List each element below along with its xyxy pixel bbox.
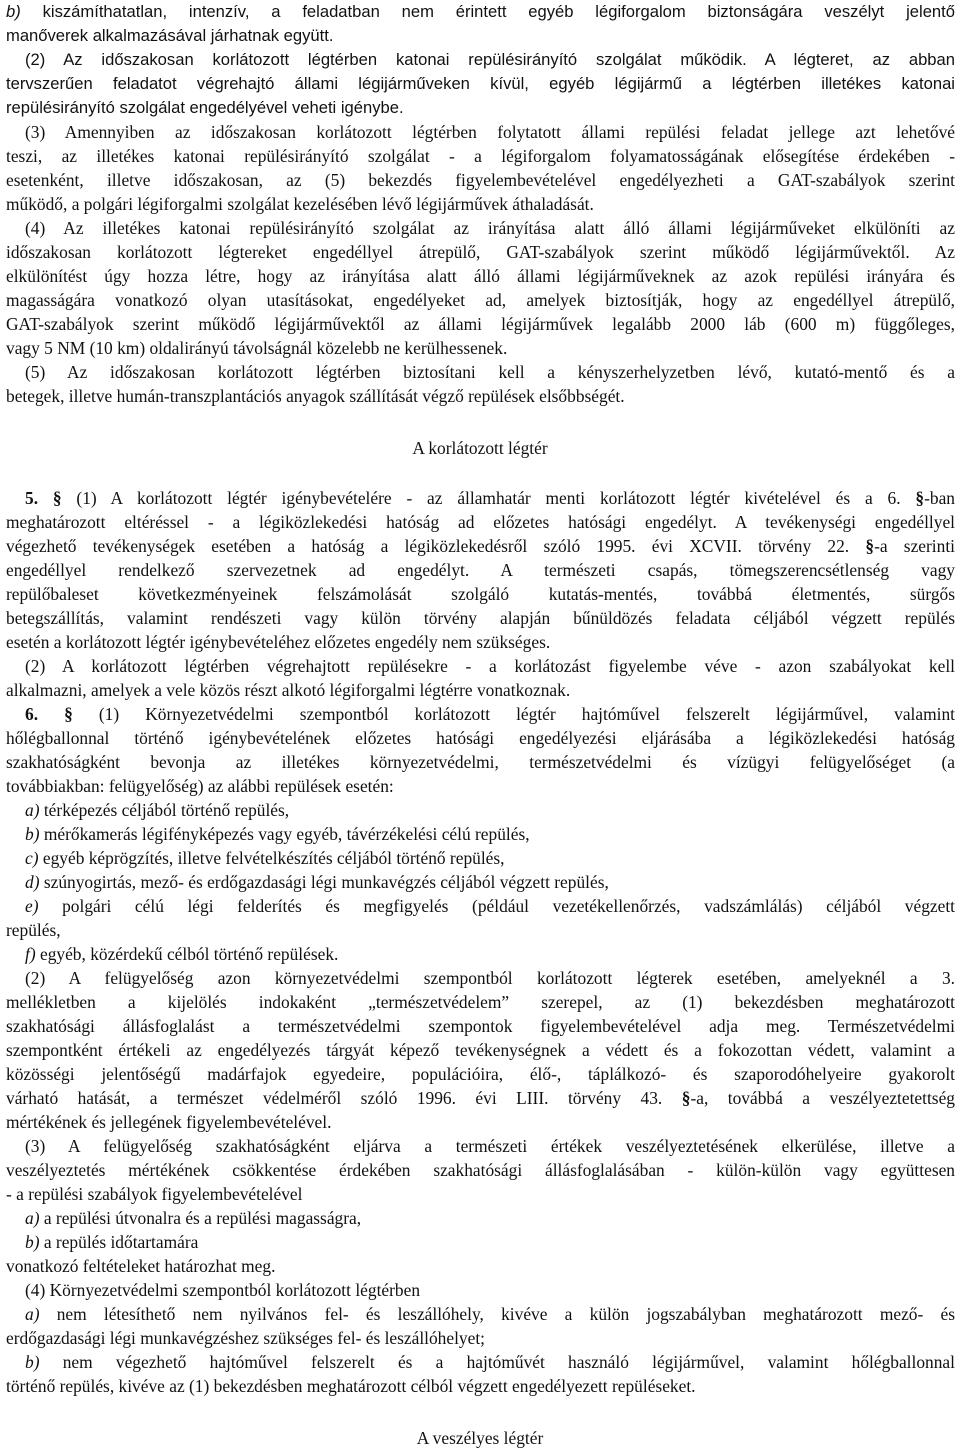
section-heading bbox=[0, 436, 960, 460]
text-span bbox=[38, 488, 53, 508]
text-line bbox=[6, 726, 955, 750]
text-line bbox=[6, 534, 955, 558]
text-line bbox=[6, 678, 955, 702]
text-line bbox=[6, 582, 955, 606]
text-span: elkülönítést úgy hozza létre, hogy az irányítása alatt álló állami légijárműveknek az azok repülési irányára és bbox=[6, 266, 955, 286]
text-span: kiszámíthatatlan, intenzív, a feladatban nem érintett egyéb légiforgalom biztonságára veszélyt jelentő bbox=[20, 2, 955, 21]
text-line bbox=[6, 1086, 955, 1110]
text-span: repülésirányító szolgálat engedélyével veheti igénybe. bbox=[6, 98, 404, 117]
text-span: történő repülés, kivéve az (1) bekezdésben meghatározott célból végzett engedélyezett repüléseket. bbox=[6, 1376, 696, 1396]
text-span: vonatkozó feltételeket határozhat meg. bbox=[6, 1256, 276, 1276]
bold-marker: § bbox=[681, 1088, 691, 1108]
text-line bbox=[6, 96, 955, 120]
text-line bbox=[6, 0, 955, 24]
text-line bbox=[6, 72, 955, 96]
text-span: -a szerinti bbox=[874, 536, 955, 556]
text-line bbox=[6, 120, 955, 144]
text-span: magasságára vonatkozó olyan utasításokat, engedélyeket ad, amelyek biztosítják, hogy az engedéllyel átrepülő, bbox=[6, 290, 955, 310]
text-line bbox=[6, 654, 955, 678]
text-span: -ban bbox=[924, 488, 955, 508]
list-marker: a) bbox=[25, 800, 40, 820]
text-line bbox=[6, 750, 955, 774]
text-span: (2) A felügyelőség azon környezetvédelmi szempontból korlátozott légterek esetében, amelyeknél a 3. bbox=[25, 968, 955, 988]
text-line bbox=[6, 240, 955, 264]
text-span: szempontként értékeli az engedélyezés tárgyát képező tevékenységnek a védett és a fokozottan védett, valamint a bbox=[6, 1040, 955, 1060]
text-span: manőverek alkalmazásával járhatnak együtt. bbox=[6, 26, 334, 45]
text-line bbox=[6, 1182, 955, 1206]
text-span: polgári célú légi felderítés és megfigyelés (például vezetékellenőrzés, vadszámlálás) céljából végzett bbox=[38, 896, 955, 916]
list-marker: f) bbox=[25, 944, 36, 964]
text-span: A korlátozott légtér bbox=[412, 438, 548, 458]
text-span: mértékének és jellegének figyelembevételével. bbox=[6, 1112, 332, 1132]
section-heading bbox=[0, 1426, 960, 1450]
list-marker: b) bbox=[25, 1232, 40, 1252]
text-span: GAT-szabályok szerint működő légijárművektől az állami légijárművek legalább 2000 láb (600 m) függőleges, bbox=[6, 314, 955, 334]
text-span: szakhatósági állásfoglalást a természetvédelmi szempontok figyelembevételével adja meg. Természetvédelmi bbox=[6, 1016, 955, 1036]
bold-marker: 5. bbox=[25, 488, 39, 508]
text-span: (2) Az időszakosan korlátozott légtérben katonai repülésirányító szolgálat működik. bbox=[25, 50, 765, 69]
list-marker: b) bbox=[6, 2, 21, 21]
text-span: szakhatóságként bevonja az illetékes környezetvédelmi, természetvédelmi és vízügyi felügyelőséget (a bbox=[6, 752, 955, 772]
text-span: esetén a korlátozott légtér igénybevételéhez előzetes engedély nem szükséges. bbox=[6, 632, 551, 652]
text-line bbox=[6, 312, 955, 336]
bold-marker: 6. bbox=[25, 704, 39, 724]
bold-marker: § bbox=[865, 536, 875, 556]
text-span: repülőbaleset következményeinek felszámolását szolgáló kutatás-mentés, továbbá életmentés, sürgős bbox=[6, 584, 955, 604]
text-line bbox=[6, 822, 955, 846]
text-line bbox=[6, 1254, 955, 1278]
text-span: (3) Amennyiben az időszakosan korlátozott légtérben folytatott állami repülési feladat jellege azt lehetővé bbox=[25, 122, 955, 142]
text-line bbox=[6, 360, 955, 384]
text-span: a repülési útvonalra és a repülési magasságra, bbox=[39, 1208, 362, 1228]
bold-marker: § bbox=[64, 704, 73, 724]
list-marker: e) bbox=[25, 896, 39, 916]
text-span: mérőkamerás légifényképezés vagy egyéb, távérzékelési célú repülés, bbox=[39, 824, 530, 844]
text-line bbox=[6, 144, 955, 168]
text-line bbox=[6, 1230, 955, 1254]
text-span: (4) Környezetvédelmi szempontból korlátozott légtérben bbox=[25, 1280, 421, 1300]
text-span: várható hatását, a természet védelméről szóló 1996. évi LIII. törvény 43. bbox=[6, 1088, 682, 1108]
text-span: nem végezhető hajtóművel felszerelt és a hajtóművét használó légijárművel, valamint hőlégballonnal bbox=[39, 1352, 955, 1372]
text-line bbox=[6, 1158, 955, 1182]
list-marker: a) bbox=[25, 1208, 40, 1228]
text-span: erdőgazdasági légi munkavégzéshez szükséges fel- és leszállóhelyet; bbox=[6, 1328, 486, 1348]
text-line bbox=[6, 918, 955, 942]
text-line bbox=[6, 1038, 955, 1062]
text-line bbox=[6, 288, 955, 312]
text-span: egyéb képrögzítés, illetve felvételkészítés céljából történő repülés, bbox=[38, 848, 505, 868]
text-span: szúnyogirtás, mező- és erdőgazdasági légi munkavégzés céljából végzett repülés, bbox=[39, 872, 609, 892]
text-line bbox=[6, 264, 955, 288]
text-line bbox=[6, 216, 955, 240]
text-span: végezhető tevékenységek esetében a hatóság a légiközlekedésről szóló 1995. évi XCVII. törvény 22. bbox=[6, 536, 866, 556]
text-span: A légteret, az abban bbox=[764, 50, 955, 69]
text-span: teszi, az illetékes katonai repülésirányító szolgálat - a légiforgalom folyamatosságának elősegítése érdekében - bbox=[6, 146, 955, 166]
text-line bbox=[6, 1326, 955, 1350]
list-marker: c) bbox=[25, 848, 39, 868]
text-span: esetenként, illetve időszakosan, az (5) bekezdés figyelembevételével engedélyezheti a GAT-szabályok szerint bbox=[6, 170, 955, 190]
text-line bbox=[6, 942, 955, 966]
text-line bbox=[6, 990, 955, 1014]
text-line bbox=[6, 1374, 955, 1398]
text-span: továbbiakban: felügyelőség) az alábbi repülések esetén: bbox=[6, 776, 394, 796]
text-line bbox=[6, 384, 955, 408]
text-span: nem létesíthető nem nyilvános fel- és leszállóhely, kivéve a külön jogszabályban meghatározott mező- és bbox=[39, 1304, 955, 1324]
text-line bbox=[6, 1134, 955, 1158]
list-marker: a) bbox=[25, 1304, 40, 1324]
text-line bbox=[6, 774, 955, 798]
text-line bbox=[6, 168, 955, 192]
text-span: -a, továbbá a veszélyeztetettség bbox=[690, 1088, 955, 1108]
text-span: meghatározott eltéréssel - a légiközlekedési hatóság ad előzetes hatósági engedélyt. A tevékenységi engedéllyel bbox=[6, 512, 955, 532]
text-line bbox=[6, 1062, 955, 1086]
text-line bbox=[6, 486, 955, 510]
text-span: mellékletben a kijelölés indokaként „természetvédelem” szerepel, az (1) bekezdésben meghatározott bbox=[6, 992, 955, 1012]
text-span: repülés, bbox=[6, 920, 61, 940]
text-span: egyéb, közérdekű célból történő repülések. bbox=[35, 944, 339, 964]
text-span: (4) Az illetékes katonai repülésirányító szolgálat az irányítása alatt álló állami légijárműveket elkülöníti az bbox=[25, 218, 955, 238]
list-marker: b) bbox=[25, 1352, 40, 1372]
text-span: (3) A felügyelőség szakhatóságként eljárva a természeti értékek veszélyeztetésének elkerülése, illetve a bbox=[25, 1136, 955, 1156]
text-line bbox=[6, 48, 955, 72]
text-line bbox=[6, 1350, 955, 1374]
text-span: engedéllyel rendelkező szervezetnek ad engedélyt. A természeti csapás, tömegszerencsétlenség vagy bbox=[6, 560, 955, 580]
bold-marker: § bbox=[915, 488, 925, 508]
text-span: térképezés céljából történő repülés, bbox=[39, 800, 290, 820]
text-line bbox=[6, 606, 955, 630]
text-span: - a repülési szabályok figyelembevételével bbox=[6, 1184, 303, 1204]
text-span bbox=[38, 704, 64, 724]
text-span: közösségi jelentőségű madárfajok egyedeire, populációira, élő-, táplálkozó- és szaporodóhelyeire gyakorolt bbox=[6, 1064, 955, 1084]
text-line bbox=[6, 702, 955, 726]
text-line bbox=[6, 846, 955, 870]
text-line bbox=[6, 1110, 955, 1134]
text-span: alkalmazni, amelyek a vele közös részt alkotó légiforgalmi légtérre vonatkoznak. bbox=[6, 680, 571, 700]
text-line bbox=[6, 510, 955, 534]
text-line bbox=[6, 1014, 955, 1038]
text-line bbox=[6, 192, 955, 216]
text-line bbox=[6, 870, 955, 894]
text-span: A veszélyes légtér bbox=[416, 1428, 544, 1448]
text-span: (5) Az időszakosan korlátozott légtérben biztosítani kell a kényszerhelyzetben lévő, kutató-mentő és a bbox=[25, 362, 955, 382]
text-span: tervszerűen feladatot végrehajtó állami légijárműveken kívül, egyéb légijármű a légtérben illetékes katonai bbox=[6, 74, 955, 93]
text-span: (1) Környezetvédelmi szempontból korlátozott légtér hajtóművel felszerelt légijárművel, valamint bbox=[72, 704, 955, 724]
text-line bbox=[6, 894, 955, 918]
text-span: hőlégballonnal történő igénybevételének előzetes hatósági engedélyezési eljárásába a légiközlekedési hatóság bbox=[6, 728, 955, 748]
text-line bbox=[6, 558, 955, 582]
text-line bbox=[6, 966, 955, 990]
text-span: betegek, illetve humán-transzplantációs anyagok szállítását végző repülések elsőbbségét. bbox=[6, 386, 625, 406]
list-marker: d) bbox=[25, 872, 40, 892]
text-span: (2) A korlátozott légtérben végrehajtott repülésekre - a korlátozást figyelembe véve - azon szabályokat kell bbox=[25, 656, 955, 676]
list-marker: b) bbox=[25, 824, 40, 844]
text-span: időszakosan korlátozott légtereket engedéllyel átrepülő, GAT-szabályok szerint működő légijárművektől. Az bbox=[6, 242, 955, 262]
text-span: működő, a polgári légiforgalmi szolgálat kezelésében lévő légijárművek áthaladását. bbox=[6, 194, 594, 214]
text-line bbox=[6, 24, 955, 48]
text-line bbox=[6, 1206, 955, 1230]
text-span: veszélyeztetés mértékének csökkentése érdekében szakhatósági állásfoglalásában - külön-külön vagy együttesen bbox=[6, 1160, 955, 1180]
text-span: a repülés időtartamára bbox=[39, 1232, 199, 1252]
text-span: betegszállítás, valamint rendészeti vagy külön törvény alapján bűnüldözés feladata céljából végzett repülés bbox=[6, 608, 955, 628]
bold-marker: § bbox=[52, 488, 62, 508]
text-line bbox=[6, 1302, 955, 1326]
text-line bbox=[6, 630, 955, 654]
text-line bbox=[6, 798, 955, 822]
text-line bbox=[6, 1278, 955, 1302]
text-span: vagy 5 NM (10 km) oldalirányú távolságnál közelebb ne kerülhessenek. bbox=[6, 338, 508, 358]
text-span: (1) A korlátozott légtér igénybevételére - az államhatár menti korlátozott légtér kivételével és a 6. bbox=[61, 488, 916, 508]
text-line bbox=[6, 336, 955, 360]
